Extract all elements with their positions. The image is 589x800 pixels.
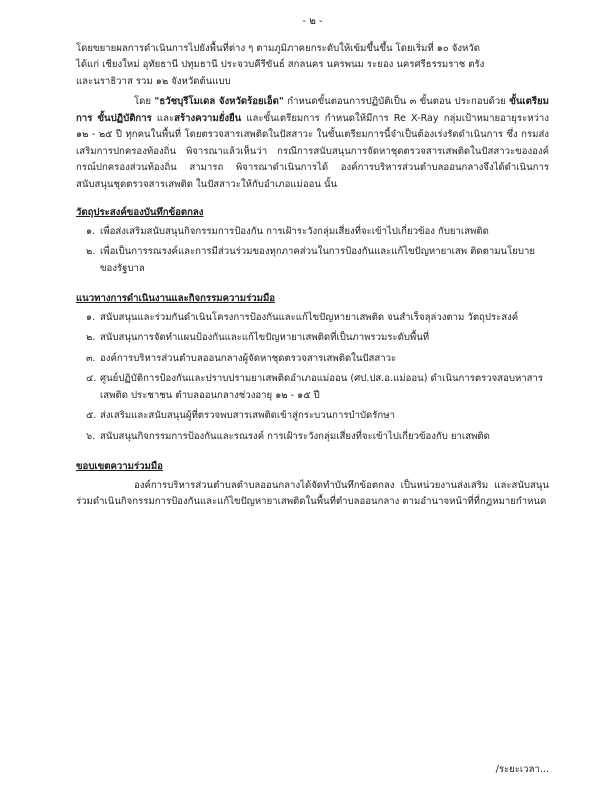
guideline-item: [86, 330, 549, 347]
item-text: ส่งเสริมและสนับสนุนผู้ที่ตรวจพบสารเสพติดเข้าสู่กระบวนการบำบัดรักษา: [100, 410, 395, 421]
item-text: สนับสนุนและร่วมกันดำเนินโครงการป้องกันและแก้ไขปัญหายาเสพติด จนสำเร็จลุล่วงตาม วัตถุประสงค์: [100, 311, 519, 323]
guideline-item: [86, 351, 549, 368]
item-number: ๖.: [86, 430, 96, 442]
para-rest: และขั้นเตรียมการ กำหนดให้มีการ Re X-Ray กลุ่มเป้าหมายอายุระหว่าง ๑๒ - ๒๕ ปี ทุกคนในพื้นที่ โดยตรวจสารเสพติดในปัสสาวะ ในขั้นเตรียมการนี้จำเป็นต้องเร่งรัดดำเนินการ ซึ่ง กรมส่งเสริมการปกครองท้องถิ่น พิจารณาแล้วเห็นว่า กรณีการสนับสนุนการจัดหาชุดตรวจสารเสพติดในปัสสาวะขององค์กรณ์ปกครองส่วนท้องถิ่น สามารถ พิจารณาดำเนินการได้ องค์การบริหารส่วนตำบลออนกลางจึงได้ดำเนินการสนับสนุนชุดตรวจสารเสพติด ในปัสสาวะให้กับอำเภอแม่ออน นั้น: [76, 112, 549, 190]
guideline-item: [86, 429, 549, 446]
intro-line-3: และนราธิวาส รวม ๑๒ จังหวัดต้นแบบ: [76, 75, 231, 87]
guideline-item: [86, 371, 549, 404]
objectives-heading: วัตถุประสงค์ของบันทึกข้อตกลง: [76, 207, 204, 218]
guidelines-heading: แนวทางการดำเนินงานและกิจกรรมความร่วมมือ: [76, 293, 276, 304]
item-text: เพื่อส่งเสริมสนับสนุนกิจกรรมการป้องกัน การเฝ้าระวังกลุ่มเสี่ยงที่จะเข้าไปเกี่ยวข้อง กับยาเสพติด: [100, 225, 489, 237]
item-text: ศูนย์ปฏิบัติการป้องกันและปราบปรามยาเสพติดอำเภอแม่ออน (ศป.ปส.อ.แม่ออน) ดำเนินการตรวจสอบหาสารเสพติด ประชาชน ตำบลออนกลางช่วงอายุ ๑๒ - ๑๕ ปี: [100, 373, 544, 401]
objective-item: [86, 224, 549, 241]
guideline-item: [86, 408, 549, 425]
guideline-item: [86, 310, 549, 327]
para-mid: กำหนดขั้นตอนการปฏิบัติเป็น ๓ ขั้นตอน ประกอบด้วย: [283, 96, 510, 107]
item-number: ๒.: [86, 246, 96, 257]
item-number: ๑.: [86, 225, 96, 237]
objectives-list: [76, 224, 549, 278]
scope-paragraph: องค์การบริหารส่วนตำบลตำบลออนกลางได้จัดทำบันทึกข้อตกลง เป็นหน่วยงานส่งเสริม และสนับสนุนร่วมดำเนินกิจกรรมการป้องกันและแก้ไขปัญหายาเสพติดในพื้นที่ตำบลออนกลาง ตามอำนาจหน้าที่ที่กฎหมายกำหนด: [76, 479, 549, 507]
guidelines-list: [76, 310, 549, 446]
item-number: ๕.: [86, 410, 97, 421]
item-text: สนับสนุนการจัดทำแผนป้องกันและแก้ไขปัญหายาเสพติดที่เป็นภาพรวมระดับพื้นที่: [100, 332, 430, 343]
scope-heading: ขอบเขตความร่วมมือ: [76, 461, 163, 472]
item-number: ๔.: [86, 373, 97, 384]
item-text: องค์การบริหารส่วนตำบลออนกลางผู้จัดหาชุดตรวจสารเสพติดในปัสสาวะ: [100, 352, 397, 364]
objective-item: [86, 244, 549, 277]
step-sustain: สร้างความยั่งยืน: [174, 112, 242, 124]
continuation-marker: /ระยะเวลา...: [495, 763, 549, 775]
item-number: ๒.: [86, 332, 96, 343]
item-number: ๓.: [86, 352, 96, 364]
model-paragraph: [76, 94, 549, 193]
para-pre: โดย: [134, 96, 155, 107]
item-text: สนับสนุนกิจกรรมการป้องกันและรณรงค์ การเฝ้าระวังกลุ่มเสี่ยงที่จะเข้าไปเกี่ยวข้องกับ ยาเสพติด: [100, 430, 490, 442]
step-operate: ขั้นปฏิบัติการ: [97, 112, 152, 124]
item-text: เพื่อเป็นการรณรงค์และการมีส่วนร่วมของทุกภาคส่วนในการป้องกันและแก้ไขปัญหายาเสพ ติดตามนโยบายของรัฐบาล: [100, 246, 535, 274]
item-number: ๑.: [86, 311, 96, 323]
intro-line-1: โดยขยายผลการดำเนินการไปยังพื้นที่ต่าง ๆ ตามภูมิภาคยกระดับให้เข้มขึ้นขึ้น โดยเริ่มที่ ๑๐ จังหวัด: [76, 42, 480, 54]
step-prepare: ขั้นเตรียมการ: [76, 96, 549, 124]
intro-line-2: ได้แก่ เชียงใหม่ อุทัยธานี ปทุมธานี ประจวบคีรีขันธ์ สกลนคร นครพนม ระยอง นครศรีธรรมราช ตรัง: [76, 59, 485, 70]
page-number: - ๒ -: [302, 16, 323, 27]
model-name: "ธวัชบุรีโมเดล จังหวัดร้อยเอ็ด": [154, 96, 284, 107]
sep-2: และ: [151, 112, 175, 124]
